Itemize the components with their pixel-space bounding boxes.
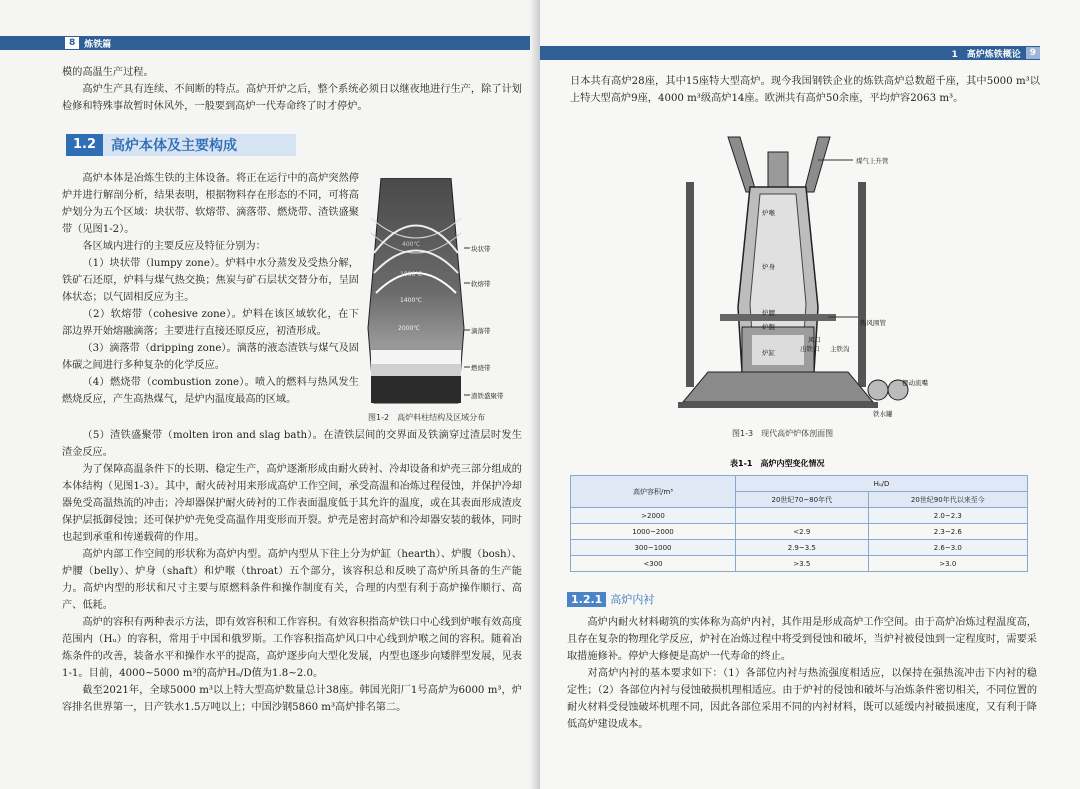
paragraph: （3）滴落带（dripping zone）。滴落的液态渣铁与煤气及固体碳之间进行多种复杂的化学反应。 [62, 343, 359, 371]
left-header-title: 炼铁篇 [84, 39, 112, 50]
table-cell: >3.0 [868, 556, 1027, 572]
zone-label: 渣铁盛聚带 [471, 392, 504, 400]
table-cell: 2.9~3.5 [736, 540, 869, 556]
paragraph: 高炉本体是冶炼生铁的主体设备。将正在运行中的高炉突然停炉并进行解剖分析，结果表明，根据物料存在形态的不同，可将高炉划分为五个区域：块状带、软熔带、滴落带、燃烧带、渣铁盛聚带（见图1-2）。 [62, 173, 359, 235]
figure-label: 出铁口 [800, 345, 820, 353]
figure-caption: 图1-3 现代高炉炉体剖面图 [732, 429, 834, 438]
zone-leader-lines [464, 240, 474, 400]
section-heading [66, 134, 296, 156]
left-page [0, 0, 538, 789]
left-running-header [0, 36, 530, 50]
paragraph: 高炉的容积有两种表示方法，即有效容积和工作容积。有效容积指高炉铁口中心线到炉喉有效高度范围内（Hᵤ）的容积，常用于中国和俄罗斯。工作容积指高炉风口中心线到炉喉之间的容积。随着冶炼条件的改善，装备水平和操作水平的提高，高炉逐步向大型化发展，内型也逐步向矮胖型发展，见表1-1。目前，4000~5000 m³的高炉Hᵤ/D值为1.8~2.0。 [62, 617, 522, 679]
table-row [571, 524, 1028, 540]
paragraph: 高炉内耐火材料砌筑的实体称为高炉内衬，其作用是形成高炉工作空间。由于高炉冶炼过程温度高，且存在复杂的物理化学反应，炉衬在冶炼过程中将受到侵蚀和破坏，当炉衬被侵蚀到一定程度时，需要采取措施修补。停炉大修便是高炉一代寿命的终止。 [567, 617, 1037, 662]
paragraph: 日本共有高炉28座，其中15座特大型高炉。现今我国钢铁企业的炼铁高炉总数超千座，其中5000 m³以上特大型高炉9座，4000 m³级高炉14座。欧洲共有高炉50余座，平均炉容2063 m³。 [570, 76, 1040, 104]
furnace-section-figure [668, 132, 918, 420]
paragraph: 高炉生产具有连续、不间断的特点。高炉开炉之后，整个系统必须日以继夜地进行生产，除了计划检修和特殊事故暂时休风外，一般要到高炉一代寿命终了时才停炉。 [62, 84, 522, 112]
paragraph: 高炉内部工作空间的形状称为高炉内型。高炉内型从下往上分为炉缸（hearth）、炉腹（bosh）、炉腰（belly）、炉身（shaft）和炉喉（throat）五个部分，该容积总和反映了高炉所具备的生产能力。高炉内型的形状和尺寸主要与原燃料条件和操作制度有关，合理的内型有利于高炉操作顺行、高产、低耗。 [62, 549, 522, 611]
paragraph: 模的高温生产过程。 [62, 67, 154, 78]
paragraph: 各区域内进行的主要反应及特征分别为： [82, 241, 266, 252]
subsection-title: 高炉内衬 [610, 593, 655, 606]
figure-label: 炉缸 [762, 349, 775, 357]
temp-label: 400℃ [402, 241, 421, 248]
table-row [571, 556, 1028, 572]
table-cell: 2.3~2.6 [868, 524, 1027, 540]
right-running-header [540, 46, 1040, 60]
table-cell: 2.6~3.0 [868, 540, 1027, 556]
zones-text [62, 170, 359, 408]
paragraph: 为了保障高温条件下的长期、稳定生产，高炉逐渐形成由耐火砖衬、冷却设备和炉壳三部分组成的本体结构（见图1-3）。其中，耐火砖衬用来形成高炉工作空间，承受高温和冶炼过程侵蚀，并保护冷却器免受高温热流的冲击；冷却器保护耐火砖衬的工作表面温度低于其允许的温度，或在其表面形成渣皮保护层抵御侵蚀；还可保护炉壳免受高温作用变形而开裂。炉壳是密封高炉和冷却器安装的载体，同时也起到承重和传递载荷的作用。 [62, 464, 522, 543]
table-cell: >3.5 [736, 556, 869, 572]
table-caption: 表1-1 高炉内型变化情况 [730, 459, 825, 468]
table-header: Hᵤ/D [736, 476, 1028, 492]
temp-label: 1000℃ [400, 271, 423, 278]
figure-label: 炉身 [762, 263, 775, 271]
table-cell: 2.0~2.3 [868, 508, 1027, 524]
right-page [540, 0, 1080, 789]
figure-label: 炉喉 [762, 209, 775, 217]
figure-label: 热风围管 [860, 319, 886, 327]
paragraph: （5）渣铁盛聚带（molten iron and slag bath）。在渣铁层间的交界面及铁滴穿过渣层时发生渣金反应。 [62, 430, 522, 458]
left-top-text [62, 64, 522, 115]
zone-label: 燃烧带 [471, 364, 491, 372]
subsection-number: 1.2.1 [567, 592, 606, 607]
paragraph: （2）软熔带（cohesive zone）。炉料在该区域软化，在下部边界开始熔融滴落；主要进行直接还原反应，初渣形成。 [62, 309, 359, 337]
furnace-profile-table [570, 475, 1028, 572]
figure-label: 铁水罐 [873, 410, 893, 418]
figure-label: 主铁沟 [830, 345, 850, 353]
right-header-title: 1 高炉炼铁概论 [951, 49, 1021, 60]
furnace-zones-figure [366, 178, 466, 408]
figure-label: 炉腹 [762, 323, 775, 331]
table-row [571, 540, 1028, 556]
paragraph: 对高炉内衬的基本要求如下：（1）各部位内衬与热流强度相适应，以保持在强热流冲击下内衬的稳定性；（2）各部位内衬与侵蚀破损机理相适应。由于炉衬的侵蚀和破坏与冶炼条件密切相关，不同位置的耐火材料受侵蚀破坏机理不同，因此各部位采用不同的内衬材料，既可以延缓内衬破损速度，又有利于降低高炉建设成本。 [567, 668, 1038, 730]
table-cell: 1000~2000 [571, 524, 736, 540]
temp-label: 2000℃ [398, 325, 421, 332]
temp-label: 1400℃ [400, 297, 423, 304]
section-title: 高炉本体及主要构成 [111, 138, 238, 154]
table-cell: >2000 [571, 508, 736, 524]
section-number: 1.2 [66, 134, 103, 156]
table-header: 高炉容积/m³ [571, 476, 736, 508]
right-page-number: 9 [1026, 47, 1040, 59]
left-bottom-text [62, 427, 522, 716]
zone-label: 块状带 [471, 245, 491, 253]
zone-label: 滴落带 [471, 327, 491, 335]
figure-label: 煤气上升管 [856, 157, 889, 165]
table-header: 20世纪90年代以来至今 [868, 492, 1027, 508]
paragraph: （4）燃烧带（combustion zone）。喷入的燃料与热风发生燃烧反应，产生高热煤气，是炉内温度最高的区域。 [62, 377, 359, 405]
paragraph: 截至2021年，全球5000 m³以上特大型高炉数量总计38座。韩国光阳厂1号高炉为6000 m³，炉容排名世界第一，日产铁水1.5万吨以上；中国沙钢5860 m³高炉排名第二。 [62, 685, 522, 713]
table-header: 20世纪70~80年代 [736, 492, 869, 508]
subsection-heading [567, 591, 654, 607]
right-bottom-text [567, 614, 1037, 733]
left-page-number: 8 [65, 37, 79, 49]
figure-caption: 图1-2 高炉料柱结构及区域分布 [368, 413, 486, 422]
table-cell: <300 [571, 556, 736, 572]
paragraph: （1）块状带（lumpy zone）。炉料中水分蒸发及受热分解，铁矿石还原，炉料与煤气热交换；焦炭与矿石层状交替分布，呈固体状态；以气固相反应为主。 [62, 258, 359, 303]
zone-label: 软熔带 [471, 280, 491, 288]
figure-label: 炉腰 [762, 309, 775, 317]
table-row [571, 508, 1028, 524]
table-cell: 300~1000 [571, 540, 736, 556]
table-cell: <2.9 [736, 524, 869, 540]
figure-label: 风口 [808, 336, 821, 344]
table-cell [736, 508, 869, 524]
right-top-text [570, 73, 1040, 107]
figure-label: 摆动流嘴 [902, 379, 928, 387]
